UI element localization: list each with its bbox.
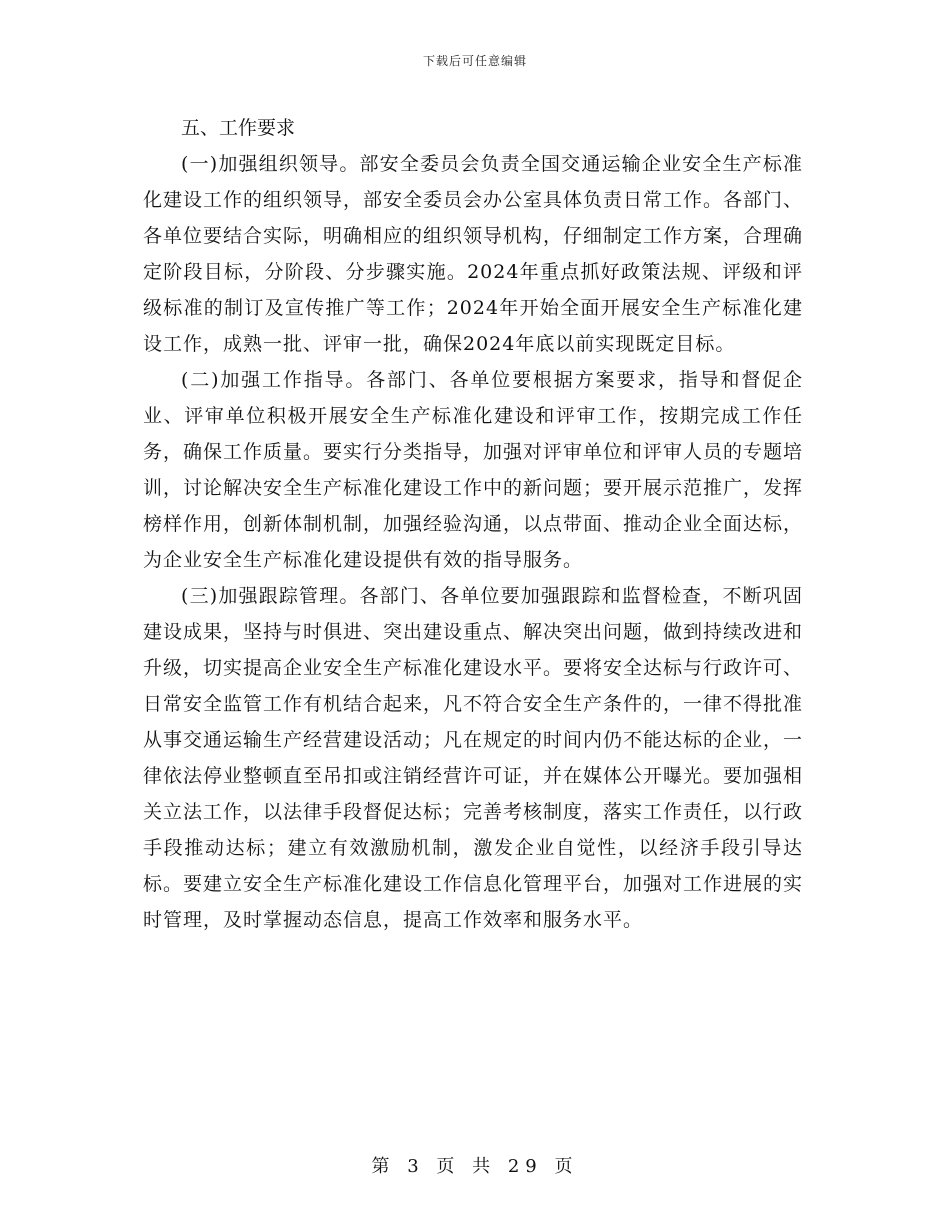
paragraph-guidance: (二)加强工作指导。各部门、各单位要根据方案要求，指导和督促企业、评审单位积极开展安全生产标准化建设和评审工作，按期完成工作任务，确保工作质量。要实行分类指导，加强对评审单位和评审人员的专题培训，讨论解决安全生产标准化建设工作中的新问题；要开展示范推广，发挥榜样作用，创新体制机制，加强经验沟通，以点带面、推动企业全面达标，为企业安全生产标准化建设提供有效的指导服务。	[143, 369, 804, 571]
paragraph-tracking: (三)加强跟踪管理。各部门、各单位要加强跟踪和监督检查，不断巩固建设成果，坚持与时俱进、突出建设重点、解决突出问题，做到持续改进和升级，切实提高企业安全生产标准化建设水平。要将安全达标与行政许可、日常安全监管工作有机结合起来，凡不符合安全生产条件的，一律不得批准从事交通运输生产经营建设活动；凡在规定的时间内仍不能达标的企业，一律依法停业整顿直至吊扣或注销经营许可证，并在媒体公开曝光。要加强相关立法工作，以法律手段督促达标；完善考核制度，落实工作责任，以行政手段推动达标；建立有效激励机制，激发企业自觉性，以经济手段引导达标。要建立安全生产标准化建设工作信息化管理平台，加强对工作进展的实时管理，及时掌握动态信息，提高工作效率和服务水平。	[143, 585, 804, 931]
document-body	[143, 110, 803, 938]
section-heading: 五、工作要求	[181, 117, 296, 139]
page-header-note: 下载后可任意编辑	[422, 54, 527, 68]
page-number: 第 3 页 共 29 页	[371, 1156, 579, 1177]
paragraph-organization: (一)加强组织领导。部安全委员会负责全国交通运输企业安全生产标准化建设工作的组织领导，部安全委员会办公室具体负责日常工作。各部门、各单位要结合实际，明确相应的组织领导机构，仔细制定工作方案，合理确定阶段目标，分阶段、分步骤实施。2024年重点抓好政策法规、评级和评级标准的制订及宣传推广等工作；2024年开始全面开展安全生产标准化建设工作，成熟一批、评审一批，确保2024年底以前实现既定目标。	[143, 153, 804, 355]
